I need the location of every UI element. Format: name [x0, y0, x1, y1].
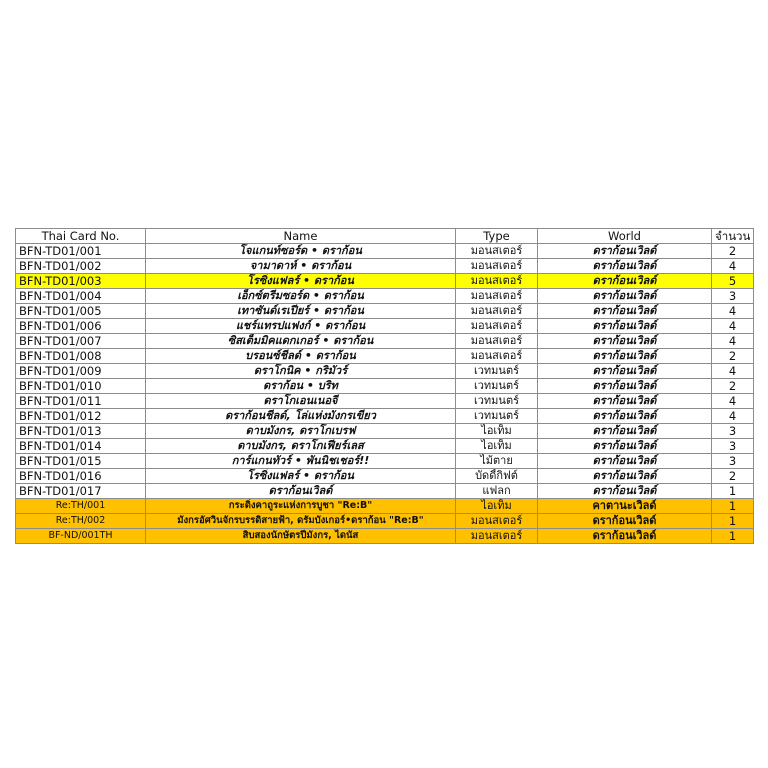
cell-qty: 4 — [712, 394, 754, 409]
cell-world: ดราก้อนเวิลด์ — [538, 364, 712, 379]
cell-qty: 2 — [712, 469, 754, 484]
cell-card-no: BFN-TD01/014 — [16, 439, 146, 454]
cell-name: แชร์แทรปแฟงก์ • ดราก้อน — [146, 319, 456, 334]
cell-type: มอนสเตอร์ — [456, 244, 538, 259]
cell-name: ดาบมังกร, ดราโกเบรฟ — [146, 424, 456, 439]
cell-type: มอนสเตอร์ — [456, 274, 538, 289]
cell-card-no: BFN-TD01/017 — [16, 484, 146, 499]
cell-type: มอนสเตอร์ — [456, 259, 538, 274]
cell-qty: 1 — [712, 529, 754, 544]
cell-name: ดราโกเอนเนอจี — [146, 394, 456, 409]
table-row — [16, 409, 754, 424]
cell-name: ดราโกนิค • กริมัวร์ — [146, 364, 456, 379]
table-row — [16, 259, 754, 274]
cell-name: เอ็กซ์ตรีมซอร์ด • ดราก้อน — [146, 289, 456, 304]
header-card-no: Thai Card No. — [16, 229, 146, 244]
cell-qty: 4 — [712, 259, 754, 274]
cell-type: มอนสเตอร์ — [456, 319, 538, 334]
cell-qty: 3 — [712, 424, 754, 439]
header-qty: จำนวน — [712, 229, 754, 244]
table-row — [16, 469, 754, 484]
cell-type: เวทมนตร์ — [456, 379, 538, 394]
header-type: Type — [456, 229, 538, 244]
cell-world: ดราก้อนเวิลด์ — [538, 409, 712, 424]
cell-type: ไอเท็ม — [456, 499, 538, 514]
table-row — [16, 334, 754, 349]
header-world: World — [538, 229, 712, 244]
cell-type: ไอเท็ม — [456, 424, 538, 439]
table-row — [16, 364, 754, 379]
cell-type: มอนสเตอร์ — [456, 289, 538, 304]
table-row — [16, 484, 754, 499]
cell-card-no: BFN-TD01/008 — [16, 349, 146, 364]
cell-world: ดราก้อนเวิลด์ — [538, 244, 712, 259]
cell-card-no: BFN-TD01/016 — [16, 469, 146, 484]
cell-type: มอนสเตอร์ — [456, 349, 538, 364]
cell-world: คาตานะเวิลด์ — [538, 499, 712, 514]
cell-type: เวทมนตร์ — [456, 394, 538, 409]
cell-qty: 2 — [712, 379, 754, 394]
table-row — [16, 244, 754, 259]
cell-type: เวทมนตร์ — [456, 364, 538, 379]
cell-name: ดาบมังกร, ดราโกเฟียร์เลส — [146, 439, 456, 454]
cell-world: ดราก้อนเวิลด์ — [538, 349, 712, 364]
table-row — [16, 439, 754, 454]
table-row — [16, 499, 754, 514]
cell-card-no: BFN-TD01/002 — [16, 259, 146, 274]
cell-card-no: BFN-TD01/013 — [16, 424, 146, 439]
cell-world: ดราก้อนเวิลด์ — [538, 529, 712, 544]
cell-card-no: BFN-TD01/006 — [16, 319, 146, 334]
cell-name: บรอนซ์ชีลด์ • ดราก้อน — [146, 349, 456, 364]
cell-type: มอนสเตอร์ — [456, 334, 538, 349]
cell-qty: 2 — [712, 244, 754, 259]
table-row — [16, 274, 754, 289]
table-row — [16, 304, 754, 319]
table-row — [16, 529, 754, 544]
cell-qty: 2 — [712, 349, 754, 364]
cell-card-no: BFN-TD01/009 — [16, 364, 146, 379]
cell-world: ดราก้อนเวิลด์ — [538, 379, 712, 394]
cell-type: ไอเท็ม — [456, 439, 538, 454]
cell-type: บัดดี้กิฟต์ — [456, 469, 538, 484]
cell-type: เวทมนตร์ — [456, 409, 538, 424]
cell-qty: 1 — [712, 514, 754, 529]
cell-type: มอนสเตอร์ — [456, 304, 538, 319]
cell-qty: 4 — [712, 364, 754, 379]
cell-card-no: BFN-TD01/011 — [16, 394, 146, 409]
card-list-table — [15, 228, 754, 544]
cell-name: สิบสองนักษัตรปีมังกร, ไดนัส — [146, 529, 456, 544]
cell-name: การ์แกนทัวร์ • พันนิชเชอร์!! — [146, 454, 456, 469]
cell-name: กระดิ่งคาถูระแห่งการบูชา "Re:B" — [146, 499, 456, 514]
cell-world: ดราก้อนเวิลด์ — [538, 424, 712, 439]
cell-name: เทาซันด์เรเปียร์ • ดราก้อน — [146, 304, 456, 319]
cell-card-no: Re:TH/001 — [16, 499, 146, 514]
cell-qty: 1 — [712, 499, 754, 514]
cell-name: ซิสเต็มมิคแดกเกอร์ • ดราก้อน — [146, 334, 456, 349]
cell-world: ดราก้อนเวิลด์ — [538, 274, 712, 289]
cell-world: ดราก้อนเวิลด์ — [538, 304, 712, 319]
cell-world: ดราก้อนเวิลด์ — [538, 484, 712, 499]
cell-qty: 4 — [712, 409, 754, 424]
cell-card-no: BFN-TD01/007 — [16, 334, 146, 349]
cell-name: โจแกนท์ซอร์ด • ดราก้อน — [146, 244, 456, 259]
cell-name: ดราก้อนเวิลด์ — [146, 484, 456, 499]
cell-card-no: BF-ND/001TH — [16, 529, 146, 544]
cell-card-no: BFN-TD01/005 — [16, 304, 146, 319]
cell-card-no: BFN-TD01/012 — [16, 409, 146, 424]
cell-type: มอนสเตอร์ — [456, 529, 538, 544]
cell-card-no: BFN-TD01/003 — [16, 274, 146, 289]
table-row — [16, 319, 754, 334]
table-row — [16, 379, 754, 394]
cell-qty: 3 — [712, 289, 754, 304]
cell-world: ดราก้อนเวิลด์ — [538, 514, 712, 529]
cell-world: ดราก้อนเวิลด์ — [538, 469, 712, 484]
table-row — [16, 349, 754, 364]
cell-name: จามาดาห์ • ดราก้อน — [146, 259, 456, 274]
cell-card-no: BFN-TD01/004 — [16, 289, 146, 304]
card-list-sheet — [15, 228, 753, 544]
cell-world: ดราก้อนเวิลด์ — [538, 259, 712, 274]
cell-name: โรซิ่งแฟลร์ • ดราก้อน — [146, 274, 456, 289]
table-row — [16, 394, 754, 409]
cell-type: แฟลก — [456, 484, 538, 499]
header-row — [16, 229, 754, 244]
cell-qty: 4 — [712, 304, 754, 319]
cell-name: โรซิ่งแฟลร์ • ดราก้อน — [146, 469, 456, 484]
cell-world: ดราก้อนเวิลด์ — [538, 394, 712, 409]
cell-card-no: BFN-TD01/015 — [16, 454, 146, 469]
cell-qty: 3 — [712, 439, 754, 454]
cell-world: ดราก้อนเวิลด์ — [538, 289, 712, 304]
header-name: Name — [146, 229, 456, 244]
cell-world: ดราก้อนเวิลด์ — [538, 439, 712, 454]
cell-type: มอนสเตอร์ — [456, 514, 538, 529]
cell-world: ดราก้อนเวิลด์ — [538, 334, 712, 349]
cell-type: ไม้ตาย — [456, 454, 538, 469]
cell-card-no: BFN-TD01/001 — [16, 244, 146, 259]
table-row — [16, 289, 754, 304]
cell-world: ดราก้อนเวิลด์ — [538, 454, 712, 469]
cell-world: ดราก้อนเวิลด์ — [538, 319, 712, 334]
cell-name: ดราก้อน • บริท — [146, 379, 456, 394]
cell-card-no: Re:TH/002 — [16, 514, 146, 529]
cell-qty: 4 — [712, 334, 754, 349]
cell-qty: 4 — [712, 319, 754, 334]
cell-qty: 1 — [712, 484, 754, 499]
cell-card-no: BFN-TD01/010 — [16, 379, 146, 394]
table-row — [16, 424, 754, 439]
cell-name: ดราก้อนชีลด์, โล่แห่งมังกรเขียว — [146, 409, 456, 424]
table-row — [16, 514, 754, 529]
cell-qty: 3 — [712, 454, 754, 469]
table-row — [16, 454, 754, 469]
cell-qty: 5 — [712, 274, 754, 289]
cell-name: มังกรอัศวินจักรบรรดิสายฟ้า, ดรัมบังเกอร์•ดราก้อน "Re:B" — [146, 514, 456, 529]
